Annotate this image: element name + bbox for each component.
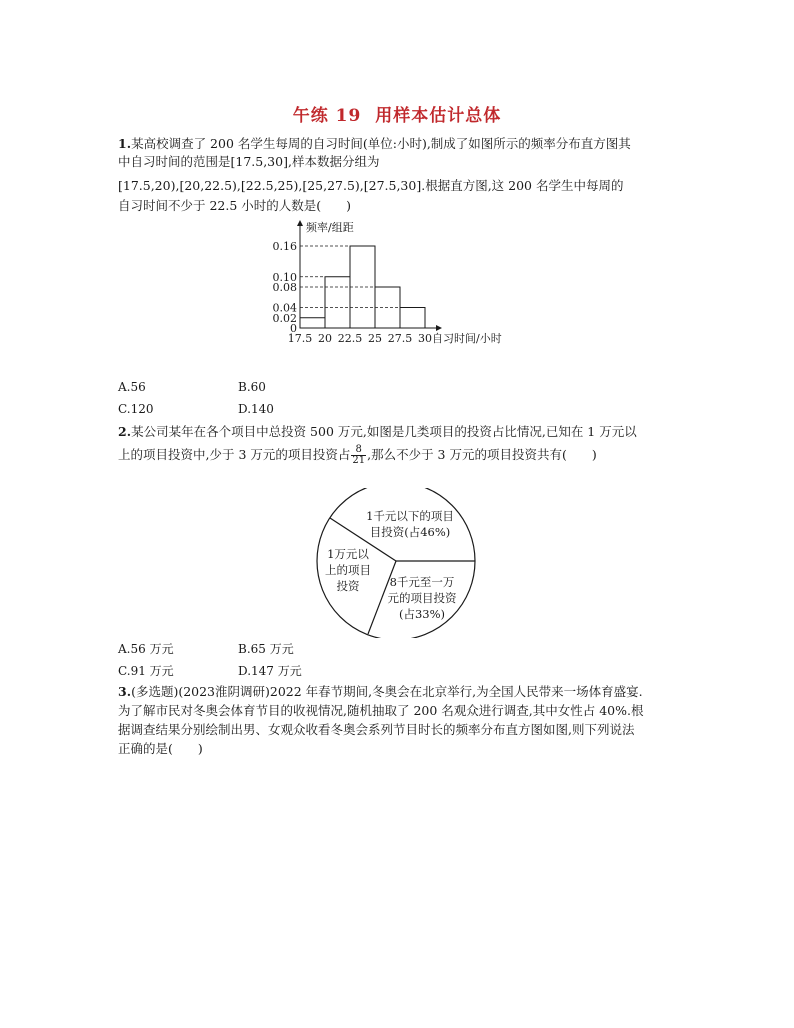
q1-line-1 — [118, 136, 631, 152]
q1-option-d[interactable]: D.140 — [238, 402, 274, 416]
q3-number: 3. — [118, 684, 132, 699]
fraction-8-21 — [351, 445, 366, 466]
q1-option-b[interactable]: B.60 — [238, 380, 266, 394]
pie-label-46-line1: 1千元以下的项目 — [366, 509, 454, 523]
q2-option-c[interactable]: C.91 万元 — [118, 664, 174, 678]
pie-label-33-line1: 8千元至一万 — [389, 575, 455, 589]
q3-line-3: 据调查结果分别绘制出男、女观众收看冬奥会系列节目时长的频率分布直方图如图,则下列说法 — [118, 722, 635, 737]
histogram-bar — [400, 308, 425, 329]
q2-option-d[interactable]: D.147 万元 — [238, 664, 302, 678]
title-topic: 用样本估计总体 — [375, 106, 502, 126]
title-lesson: 午练 19 — [292, 106, 362, 126]
pie-label-21-line2: 上的项目 — [325, 563, 371, 577]
q1-line-3: [17.5,20),[20,22.5),[22.5,25),[25,27.5),[27.5,30].根据直方图,这 200 名学生中每周的 — [118, 178, 624, 193]
y-tick-label: 0 — [290, 322, 297, 335]
q1-line-4: 自习时间不少于 22.5 小时的人数是( ) — [118, 198, 352, 213]
histogram-bar — [325, 277, 350, 328]
pie-label-46-line2: 目投资(占46%) — [369, 525, 451, 539]
fraction-numerator: 8 — [351, 445, 366, 456]
x-axis-title: 自习时间/小时 — [432, 332, 502, 345]
histogram-bar — [300, 318, 325, 328]
q1-number: 1. — [118, 136, 132, 151]
q3-line-2: 为了解市民对冬奥会体育节目的收视情况,随机抽取了 200 名观众进行调查,其中女性占 40%.根 — [118, 703, 644, 718]
q2-text-2b: ,那么不少于 3 万元的项目投资共有( ) — [367, 447, 597, 462]
y-tick-label: 0.16 — [272, 240, 297, 253]
q2-option-b[interactable]: B.65 万元 — [238, 642, 294, 656]
q2-line-1 — [118, 424, 637, 440]
q2-text-2a: 上的项目投资中,少于 3 万元的项目投资占 — [118, 447, 351, 462]
pie-label-33-line3: (占33%) — [398, 607, 446, 621]
fraction-denominator: 21 — [352, 455, 366, 466]
y-tick-label: 0.04 — [272, 301, 297, 315]
q1-option-a[interactable]: A.56 — [118, 380, 146, 394]
histogram-chart — [270, 218, 540, 358]
q2-text-1: 某公司某年在各个项目中总投资 500 万元,如图是几类项目的投资占比情况,已知在 1 万元以 — [131, 424, 637, 439]
x-tick-label: 20 — [318, 332, 332, 345]
q1-text-1: 某高校调查了 200 名学生每周的自习时间(单位:小时),制成了如图所示的频率分布直方图其 — [131, 136, 631, 151]
pie-label-21-line1: 1万元以 — [327, 547, 369, 561]
y-tick-label: 0.10 — [272, 270, 297, 284]
q2-line-2 — [118, 445, 597, 466]
page-title — [0, 101, 794, 126]
q3-line-1 — [118, 684, 643, 700]
y-tick-label: 0.02 — [272, 311, 297, 325]
q2-option-a[interactable]: A.56 万元 — [118, 642, 174, 656]
x-tick-label: 22.5 — [337, 332, 363, 345]
pie-label-21-line3: 投资 — [336, 579, 360, 593]
q3-line-4: 正确的是( ) — [118, 741, 203, 756]
y-axis-arrow — [297, 220, 303, 226]
pie-label-33-line2: 元的项目投资 — [387, 591, 457, 605]
pie-chart — [310, 488, 480, 638]
q2-number: 2. — [118, 424, 132, 439]
x-axis-arrow — [436, 325, 442, 331]
q1-option-c[interactable]: C.120 — [118, 402, 154, 416]
x-tick-label: 17.5 — [287, 332, 313, 345]
q1-line-2: 中自习时间的范围是[17.5,30],样本数据分组为 — [118, 154, 380, 169]
x-tick-label: 25 — [368, 332, 382, 345]
x-tick-label: 27.5 — [387, 332, 413, 345]
y-tick-label: 0.08 — [272, 281, 297, 294]
y-axis-title: 频率/组距 — [306, 221, 354, 234]
x-tick-label: 30 — [418, 332, 432, 345]
q3-text-1: (多选题)(2023淮阴调研)2022 年春节期间,冬奥会在北京举行,为全国人民带来一场体育盛宴. — [131, 684, 643, 699]
